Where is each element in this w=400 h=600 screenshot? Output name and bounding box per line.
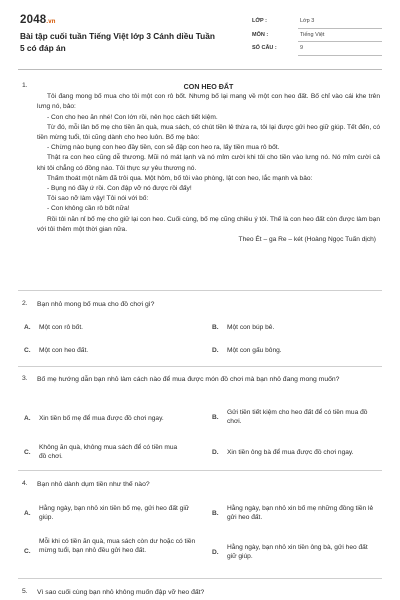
passage-paragraph: Thấm thoát một năm đã trôi qua. Một hôm, bố tôi vào phòng, lật con heo, lắc mạnh và bảo:	[47, 174, 313, 182]
option-a[interactable]	[24, 504, 212, 524]
option-letter: C.	[24, 347, 31, 354]
option-text: Hằng ngày, bạn nhỏ xin tiền bố mẹ, gửi heo đất giữ giúp.	[39, 505, 190, 521]
question-divider	[18, 470, 382, 471]
meta-underline	[298, 55, 382, 56]
meta-row-class	[252, 16, 382, 30]
meta-label: LỚP :	[252, 18, 267, 24]
question-divider	[18, 290, 382, 291]
option-text: Hằng ngày, bạn nhỏ xin tiền ông bà, gửi heo đất giữ giúp.	[227, 544, 368, 560]
question-divider	[18, 366, 382, 367]
option-letter: C.	[24, 449, 31, 456]
option-d[interactable]	[212, 346, 382, 356]
option-letter: A.	[24, 324, 31, 331]
page-title: Bài tập cuối tuần Tiếng Việt lớp 3 Cánh diều Tuần 5 có đáp án	[20, 31, 215, 53]
header-divider	[18, 69, 382, 70]
passage-paragraph: Thật ra con heo cũng dễ thương. Mũi nó mát lạnh và nó mỉm cười khi tôi cho tiền vào lưng nó. Nó mỉm cười cả khi tôi chẳng có đồng nào. Tôi thực sự yêu thương nó.	[37, 154, 380, 172]
meta-underline	[298, 28, 382, 29]
worksheet-header	[20, 14, 382, 64]
question-number: 3.	[22, 375, 28, 382]
option-text: Hằng ngày, bạn nhỏ xin bố mẹ những đồng tiền lẻ gửi heo đất.	[227, 505, 374, 521]
option-letter: C.	[24, 548, 31, 555]
option-c[interactable]	[24, 537, 212, 567]
passage-paragraph: Rồi tôi năn nỉ bố mẹ cho giữ lại con heo. Cuối cùng, bố mẹ cũng chiều ý tôi. Thế là con heo đất còn được làm bạn với tôi thêm một thời gian nữa.	[37, 215, 380, 233]
reading-passage	[37, 82, 380, 245]
passage-paragraph: - Bụng nó đầy ứ rồi. Con đập vỡ nó được rồi đấy!	[47, 185, 192, 193]
logo-text: 2048	[20, 14, 47, 26]
meta-label: SỐ CÂU :	[252, 45, 277, 51]
meta-row-subject	[252, 30, 382, 44]
passage-paragraph: - Con cho heo ăn nhé! Con lớn rồi, nên học cách tiết kiệm.	[47, 113, 218, 121]
meta-underline	[298, 41, 382, 42]
option-letter: D.	[212, 549, 219, 556]
question-divider	[18, 578, 382, 579]
option-d[interactable]	[212, 543, 382, 563]
meta-value: Tiếng Việt	[300, 31, 325, 38]
passage-author: Theo Ét – ga Re – két (Hoàng Ngọc Tuấn dịch)	[238, 236, 376, 244]
option-text: Xin tiền ông bà để mua được đồ chơi ngay.	[227, 449, 354, 456]
question-number: 5.	[22, 588, 28, 595]
meta-row-count	[252, 43, 382, 57]
option-letter: A.	[24, 415, 31, 422]
option-text: Mỗi khi có tiền ăn quà, mua sách còn dư hoặc có tiền mừng tuổi, bạn nhỏ đều gửi heo đất.	[39, 538, 196, 554]
option-text: Gửi tiền tiết kiệm cho heo đất để có tiền mua đồ chơi.	[227, 409, 368, 425]
option-b[interactable]	[212, 408, 382, 428]
option-c[interactable]	[24, 443, 194, 463]
passage-paragraph: - Chừng nào bụng con heo đầy tiền, con sẽ đập con heo ra, lấy tiền mua rô bốt.	[47, 144, 280, 152]
logo-suffix: .vn	[46, 19, 56, 25]
question-text: Vì sao cuối cùng bạn nhỏ không muốn đập vỡ heo đất?	[37, 589, 205, 596]
option-letter: B.	[212, 414, 219, 421]
option-text: Xin tiền bố mẹ để mua được đồ chơi ngay.	[39, 415, 164, 422]
meta-label: MÔN :	[252, 31, 269, 38]
option-a[interactable]	[24, 414, 212, 424]
option-b[interactable]	[212, 323, 382, 333]
option-text: Một con heo đất.	[39, 347, 89, 354]
question-text: Bố mẹ hướng dẫn bạn nhỏ làm cách nào để mua được món đồ chơi mà bạn nhỏ đang mong muốn?	[37, 376, 340, 383]
site-logo[interactable]	[20, 14, 56, 26]
meta-info	[252, 16, 382, 57]
option-letter: A.	[24, 510, 31, 517]
option-text: Một con gấu bông.	[227, 347, 282, 354]
question-number: 4.	[22, 480, 28, 487]
option-d[interactable]	[212, 448, 382, 458]
option-a[interactable]	[24, 323, 194, 333]
option-letter: D.	[212, 449, 219, 456]
option-c[interactable]	[24, 346, 194, 356]
question-number: 2.	[22, 300, 28, 307]
option-b[interactable]	[212, 504, 382, 524]
option-letter: B.	[212, 324, 219, 331]
passage-paragraph: Tôi sao nỡ làm vậy! Tôi nói với bố:	[47, 195, 149, 203]
meta-value: Lớp 3	[300, 18, 315, 24]
question-number: 1.	[22, 82, 28, 89]
question-text: Bạn nhỏ mong bố mua cho đồ chơi gì?	[37, 301, 155, 308]
meta-value: 9	[300, 45, 304, 51]
passage-title: CON HEO ĐẤT	[183, 83, 234, 91]
question-text: Bạn nhỏ dành dụm tiền như thế nào?	[37, 481, 150, 488]
option-text: Không ăn quà, không mua sách để có tiền mua đồ chơi.	[39, 444, 178, 460]
option-letter: D.	[212, 347, 219, 354]
option-text: Một con búp bê.	[227, 324, 275, 331]
passage-paragraph: Tôi đang mong bố mua cho tôi một con rô bốt. Nhưng bố lại mang về một con heo đất. Bố chỉ vào cái khe trên lưng nó, bảo:	[37, 93, 380, 111]
option-letter: B.	[212, 510, 219, 517]
option-text: Một con rô bốt.	[39, 324, 83, 331]
passage-paragraph: Từ đó, mỗi lần bố mẹ cho tiền ăn quà, mua sách, có chút tiền lẻ thừa ra, tôi lại được gửi heo giữ giúp. Tết đến, có tiền mừng tuổi, tôi cũng dành cho heo luôn. Bố mẹ bảo:	[37, 123, 380, 142]
passage-paragraph: - Con không cần rô bốt nữa!	[47, 205, 130, 213]
